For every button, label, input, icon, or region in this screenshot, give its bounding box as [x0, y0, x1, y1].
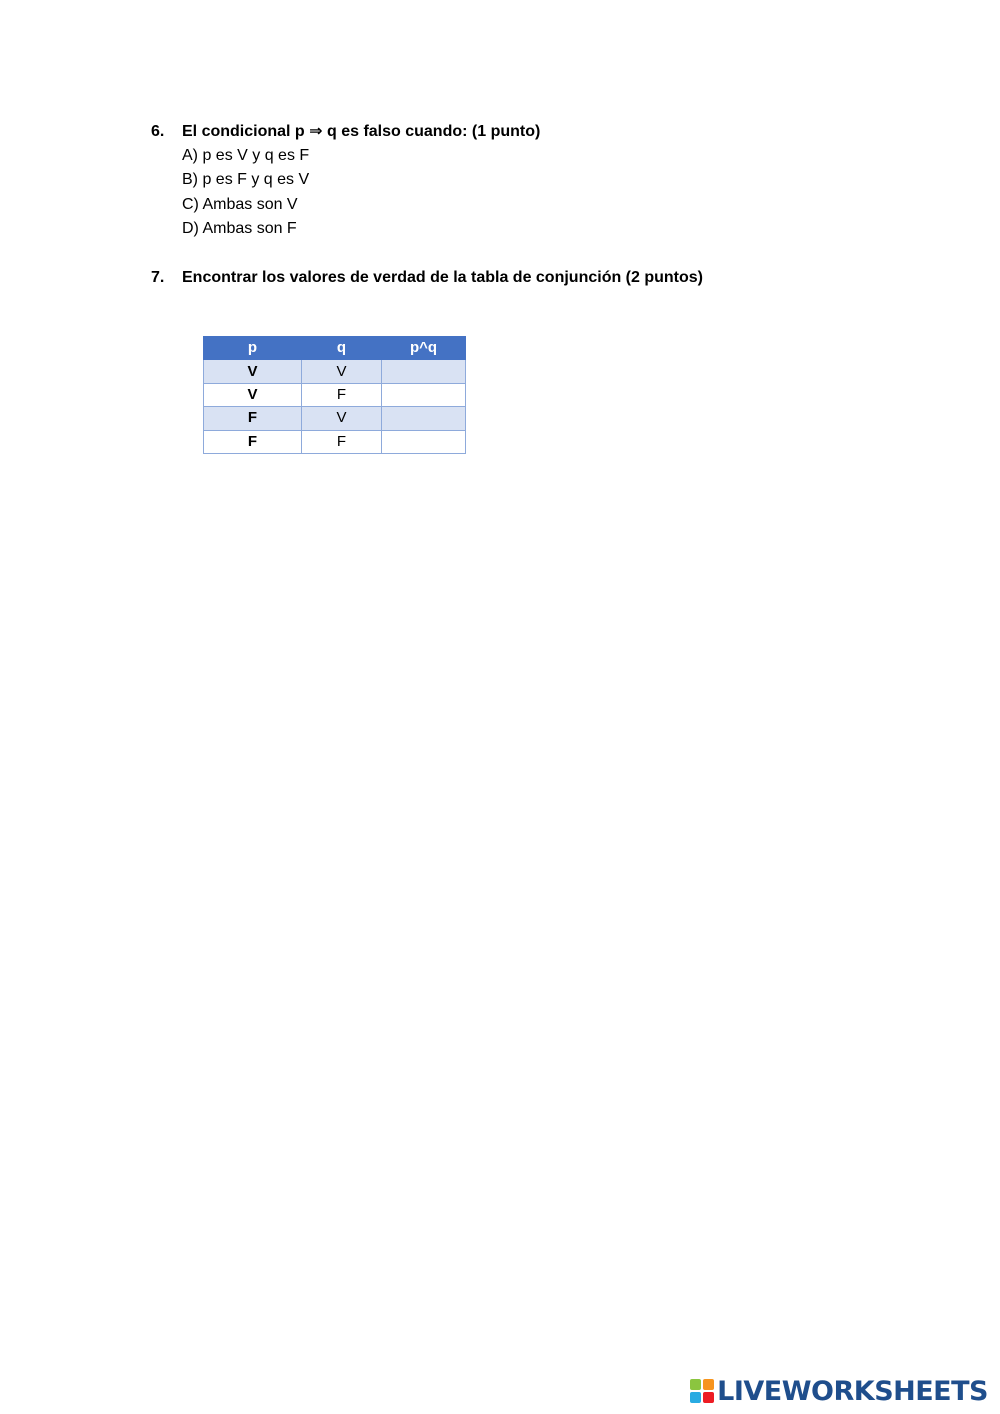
- logo-square-icon: [690, 1392, 701, 1403]
- cell-p: V: [204, 383, 302, 406]
- cell-q: F: [302, 430, 382, 453]
- table-header-row: [204, 337, 466, 360]
- header-p-and-q: p^q: [382, 337, 466, 360]
- question-6-option-a[interactable]: A) p es V y q es F: [182, 147, 310, 164]
- question-6: [151, 120, 911, 242]
- question-6-option-c[interactable]: C) Ambas son V: [182, 195, 298, 213]
- cell-q: V: [302, 407, 382, 430]
- question-7-prompt: Encontrar los valores de verdad de la tabla de conjunción (2 puntos): [182, 269, 703, 286]
- logo-square-icon: [703, 1379, 714, 1390]
- question-6-title: [151, 120, 911, 144]
- cell-p: F: [204, 430, 302, 453]
- logo-square-icon: [690, 1379, 701, 1390]
- cell-p: F: [204, 407, 302, 430]
- conjunction-truth-table: [203, 336, 466, 454]
- header-p: p: [204, 337, 302, 360]
- header-q: q: [302, 337, 382, 360]
- answer-cell[interactable]: [382, 383, 466, 406]
- answer-cell[interactable]: [382, 360, 466, 383]
- table-row: [204, 383, 466, 406]
- question-7-number: 7.: [151, 269, 165, 286]
- question-7: [151, 266, 911, 290]
- logo-square-icon: [703, 1392, 714, 1403]
- cell-p: V: [204, 360, 302, 383]
- question-6-prompt: El condicional p ⇒ q es falso cuando: (1 punto): [182, 123, 541, 140]
- liveworksheets-wordmark: LIVEWORKSHEETS: [717, 1375, 988, 1407]
- question-6-option-d[interactable]: D) Ambas son F: [182, 220, 297, 238]
- table-row: [204, 360, 466, 383]
- table-row: [204, 407, 466, 430]
- answer-cell[interactable]: [382, 430, 466, 453]
- cell-q: F: [302, 383, 382, 406]
- question-6-number: 6.: [151, 123, 165, 140]
- liveworksheets-logo-icon: [690, 1379, 714, 1403]
- question-6-options: [182, 144, 911, 242]
- question-7-title: [151, 266, 911, 290]
- cell-q: V: [302, 360, 382, 383]
- answer-cell[interactable]: [382, 407, 466, 430]
- table-row: [204, 430, 466, 453]
- question-6-option-b[interactable]: B) p es F y q es V: [182, 171, 310, 189]
- liveworksheets-brand: [690, 1376, 988, 1406]
